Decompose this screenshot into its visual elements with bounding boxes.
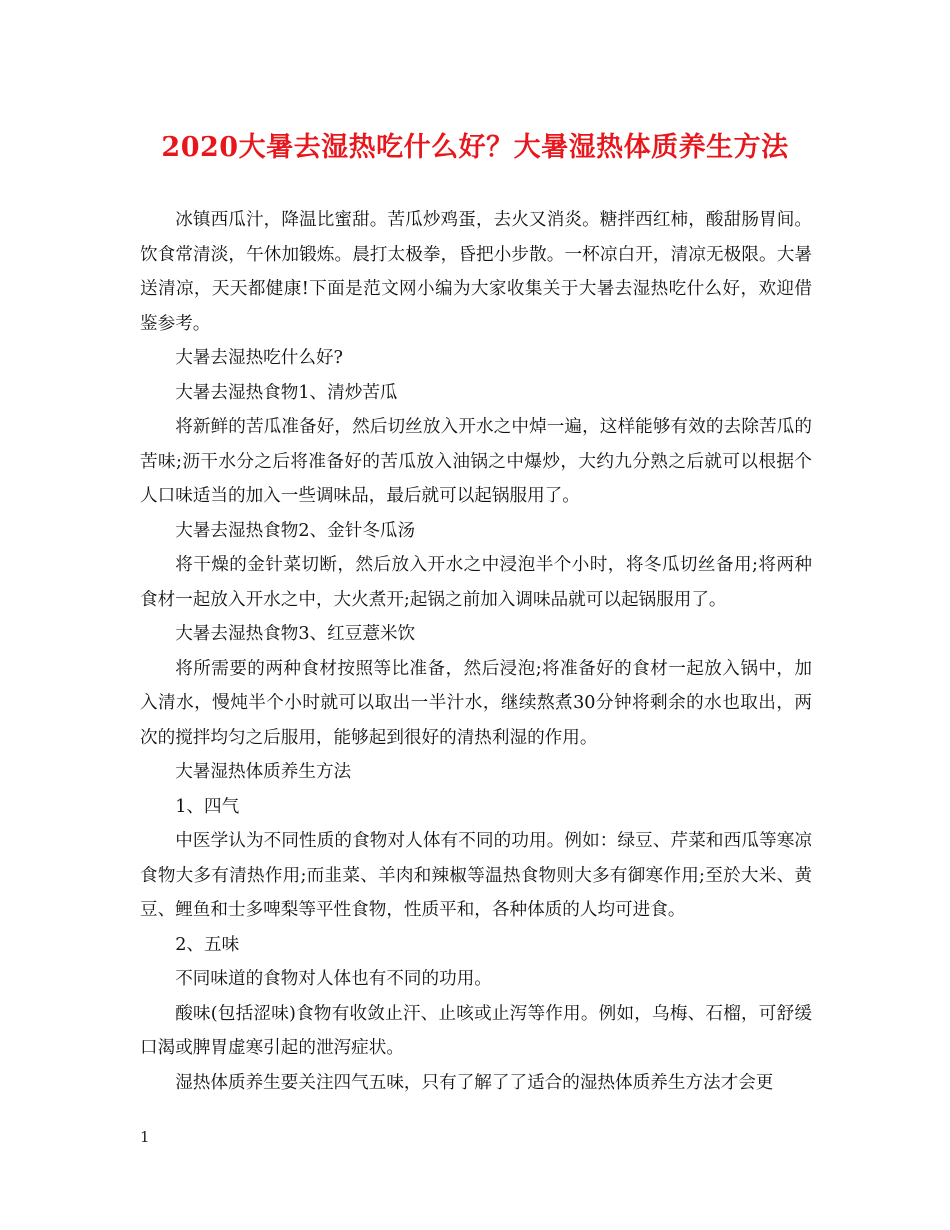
subsection-heading: 大暑去湿热食物1、清炒苦瓜 xyxy=(175,382,398,403)
paragraph: 将干燥的金针菜切断，然后放入开水之中浸泡半个小时，将冬瓜切丝备用;将两种食材一起放入开水之中，大火煮开;起锅之前加入调味品就可以起锅服用了。 xyxy=(140,555,812,610)
paragraph: 中医学认为不同性质的食物对人体有不同的功用。例如：绿豆、芹菜和西瓜等寒凉食物大多有清热作用;而韭菜、羊肉和辣椒等温热食物则大多有御寒作用;至於大米、黄豆、鲤鱼和士多啤梨等平性食物，性质平和，各种体质的人均可进食。 xyxy=(140,831,812,920)
subsection-heading: 1、四气 xyxy=(175,796,240,817)
paragraph: 将新鲜的苦瓜准备好，然后切丝放入开水之中焯一遍，这样能够有效的去除苦瓜的苦味;沥干水分之后将准备好的苦瓜放入油锅之中爆炒，大约九分熟之后就可以根据个人口味适当的加入一些调味品，最后就可以起锅服用了。 xyxy=(140,417,812,506)
subsection-heading: 2、五味 xyxy=(175,934,240,955)
paragraph: 冰镇西瓜汁，降温比蜜甜。苦瓜炒鸡蛋，去火又消炎。糖拌西红柿，酸甜肠胃间。饮食常清淡，午休加锻炼。晨打太极拳，昏把小步散。一杯凉白开，清凉无极限。大暑送清凉，天天都健康!下面是范文网小编为大家收集关于大暑去湿热吃什么好，欢迎借鉴参考。 xyxy=(140,210,812,334)
document-title: 2020大暑去湿热吃什么好？大暑湿热体质养生方法 xyxy=(161,132,789,163)
section-heading: 大暑湿热体质养生方法 xyxy=(175,762,352,782)
subsection-heading: 大暑去湿热食物3、红豆薏米饮 xyxy=(175,624,416,644)
paragraph: 不同味道的食物对人体也有不同的功用。 xyxy=(175,969,492,989)
page-number: 1 xyxy=(140,1128,150,1146)
paragraph: 酸味(包括涩味)食物有收敛止汗、止咳或止泻等作用。例如，乌梅、石榴，可舒缓口渴或脾胃虚寒引起的泄泻症状。 xyxy=(140,1003,812,1058)
paragraph: 将所需要的两种食材按照等比准备，然后浸泡;将准备好的食材一起放入锅中，加入清水，慢炖半个小时就可以取出一半汁水，继续熬煮30分钟将剩余的水也取出，两次的搅拌均匀之后服用，能够起到很好的清热利湿的作用。 xyxy=(140,658,812,748)
subsection-heading: 大暑去湿热食物2、金针冬瓜汤 xyxy=(175,520,416,541)
section-heading: 大暑去湿热吃什么好? xyxy=(175,348,343,368)
document-body xyxy=(140,203,812,1100)
paragraph: 湿热体质养生要关注四气五味，只有了解了了适合的湿热体质养生方法才会更 xyxy=(175,1072,774,1093)
